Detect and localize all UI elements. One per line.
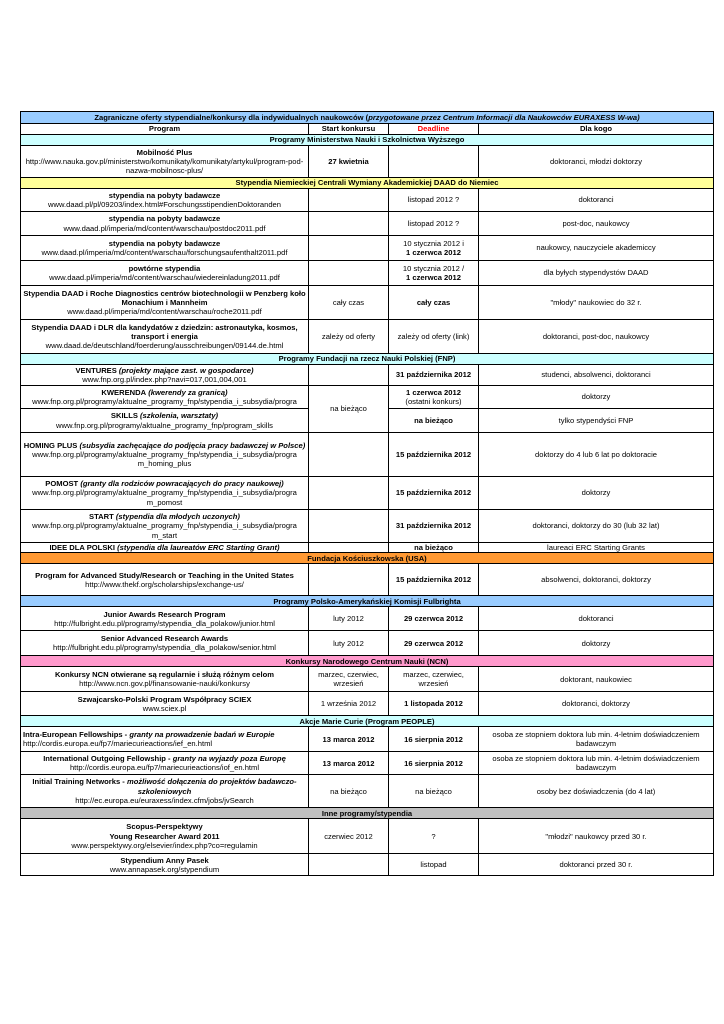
table-row: stypendia na pobyty badawcze www.daad.pl/imperia/md/content/warschau/forschungsaufenthalt2011.pdf 10 stycznia 2012 i 1 czerwca 2012 naukowcy, nauczyciele akademiccy — [21, 236, 714, 261]
program-link[interactable]: www.fnp.org.pl/programy/aktualne_programy_fnp/program_skills — [56, 420, 273, 430]
section-fnp: Programy Fundacji na rzecz Nauki Polskiej (FNP) — [21, 354, 714, 365]
table-row: Initial Training Networks - możliwość dołączenia do projektów badawczo-szkoleniowych http://ec.europa.eu/euraxess/index.cfm/jobs/jvSearch na bieżąco na bieżąco osoby bez doświadczenia (do 4 lat) — [21, 775, 714, 808]
program-link[interactable]: www.fnp.org.pl/programy/aktualne_programy_fnp/stypendia_i_subsydia/progra m_start — [32, 521, 297, 540]
table-row: Stypendia DAAD i DLR dla kandydatów z dziedzin: astronautyka, kosmos, transport i energia www.daad.de/deutschland/foerderung/ausschreibungen/09144.de.html zależy od oferty zależy od oferty (link) doktoranci, post-doc, naukowcy — [21, 320, 714, 354]
table-row: Stypendia DAAD i Roche Diagnostics centrów biotechnologii w Penzberg koło Monachium i Mannheim www.daad.pl/imperia/md/content/warschau/roche2011.pdf cały czas cały czas "młody" naukowiec do 32 r. — [21, 286, 714, 320]
table-row: Stypendium Anny Pasek www.annapasek.org/stypendium listopad doktoranci przed 30 r. — [21, 854, 714, 876]
table-row: IDEE DLA POLSKI (stypendia dla laureatów ERC Starting Grant) na bieżąco laureaci ERC Starting Grants — [21, 543, 714, 553]
program-link[interactable]: http://fulbright.edu.pl/programy/stypendia_dla_polakow/junior.html — [54, 618, 275, 628]
program-link[interactable]: http://www.thekf.org/scholarships/exchange-us/ — [85, 579, 244, 589]
program-link[interactable]: http://www.nauka.gov.pl/ministerstwo/komunikaty/komunikaty/artykul/program-pod-nazwa-mobilnosc-plus/ — [25, 156, 304, 176]
program-link[interactable]: http://cordis.europa.eu/fp7/mariecurieactions/iof_en.html — [69, 763, 260, 773]
table-title-row — [21, 112, 714, 124]
program-link[interactable]: http://fulbright.edu.pl/programy/stypendia_dla_polakow/senior.html — [53, 643, 276, 653]
program-link[interactable]: http://cordis.europa.eu/fp7/mariecurieactions/ief_en.html — [23, 739, 213, 749]
section-fulbright: Programy Polsko-Amerykańskiej Komisji Fulbrighta — [21, 596, 714, 607]
section-marie-curie: Akcje Marie Curie (Program PEOPLE) — [21, 716, 714, 727]
table-row: Program for Advanced Study/Research or Teaching in the United States http://www.thekf.org/scholarships/exchange-us/ 15 października 2012 absolwenci, doktoranci, doktorzy — [21, 564, 714, 596]
table-row: Mobilność Plus http://www.nauka.gov.pl/ministerstwo/komunikaty/komunikaty/artykul/program-pod-nazwa-mobilnosc-plus/ 27 kwietnia doktoranci, młodzi doktorzy — [21, 146, 714, 178]
table-row: stypendia na pobyty badawcze www.daad.pl/pl/09203/index.html#ForschungsstipendienDoktoranden listopad 2012 ? doktoranci — [21, 189, 714, 212]
header-for: Dla kogo — [479, 124, 714, 135]
program-link[interactable]: www.fnp.org.pl/programy/aktualne_programy_fnp/stypendia_i_subsydia/progra — [32, 397, 297, 406]
header-start: Start konkursu — [309, 124, 389, 135]
table-row: powtórne stypendia www.daad.pl/imperia/md/content/warschau/wiedereinladung2011.pdf 10 stycznia 2012 / 1 czerwca 2012 dla byłych stypendystów DAAD — [21, 261, 714, 286]
section-ministry: Programy Ministerstwa Nauki i Szkolnictwa Wyższego — [21, 135, 714, 146]
program-link[interactable]: http://www.ncn.gov.pl/finansowanie-nauki/konkursy — [79, 679, 250, 689]
table-row: Senior Advanced Research Awards http://fulbright.edu.pl/programy/stypendia_dla_polakow/senior.html luty 2012 29 czerwca 2012 doktorzy — [21, 631, 714, 656]
program-link[interactable]: www.daad.pl/imperia/md/content/warschau/roche2011.pdf — [67, 307, 262, 317]
table-row: START (stypendia dla młodych uczonych) www.fnp.org.pl/programy/aktualne_programy_fnp/stypendia_i_subsydia/progra m_start 31 października 2012 doktoranci, doktorzy do 30 (lub 32 lat) — [21, 510, 714, 543]
section-kosciuszko: Fundacja Kościuszkowska (USA) — [21, 553, 714, 564]
program-link[interactable]: www.daad.pl/imperia/md/content/warschau/postdoc2011.pdf — [63, 223, 266, 233]
table-row: VENTURES (projekty mające zast. w gospodarce) www.fnp.org.pl/index.php?navi=017,001,004,001 31 października 2012 studenci, absolwenci, doktoranci — [21, 365, 714, 386]
table-row: Scopus-Perspektywy Young Researcher Award 2011 www.perspektywy.org/elsevier/index.php?co=regulamin czerwiec 2012 ? "młodzi" naukowcy przed 30 r. — [21, 819, 714, 854]
program-link[interactable]: www.fnp.org.pl/programy/aktualne_programy_fnp/stypendia_i_subsydia/progra m_homing_plus — [32, 449, 297, 469]
scholarship-table — [20, 111, 714, 876]
section-daad: Stypendia Niemieckiej Centrali Wymiany Akademickiej DAAD do Niemiec — [21, 178, 714, 189]
program-link[interactable]: www.daad.pl/imperia/md/content/warschau/wiedereinladung2011.pdf — [49, 273, 280, 282]
program-link[interactable]: www.daad.pl/imperia/md/content/warschau/forschungsaufenthalt2011.pdf — [41, 248, 288, 257]
table-row: POMOST (granty dla rodziców powracających do pracy naukowej) www.fnp.org.pl/programy/aktualne_programy_fnp/stypendia_i_subsydia/progra m_pomost 15 października 2012 doktorzy — [21, 477, 714, 510]
program-link[interactable]: www.fnp.org.pl/index.php?navi=017,001,004,001 — [82, 375, 247, 384]
table-row: International Outgoing Fellowship - granty na wyjazdy poza Europę http://cordis.europa.eu/fp7/mariecurieactions/iof_en.html 13 marca 2012 16 sierpnia 2012 osoba ze stopniem doktora lub min. 4-letnim doświadczeniem badawczym — [21, 752, 714, 775]
program-link[interactable]: www.sciex.pl — [142, 703, 187, 713]
table-row: Intra-European Fellowships - granty na prowadzenie badań w Europie http://cordis.europa.eu/fp7/mariecurieactions/ief_en.html 13 marca 2012 16 sierpnia 2012 osoba ze stopniem doktora lub min. 4-letnim doświadczeniem badawczym — [21, 727, 714, 752]
program-link[interactable]: www.annapasek.org/stypendium — [109, 864, 220, 874]
table-row: stypendia na pobyty badawcze www.daad.pl/imperia/md/content/warschau/postdoc2011.pdf listopad 2012 ? post-doc, naukowcy — [21, 212, 714, 236]
table-row: KWERENDA (kwerendy za granicą) www.fnp.org.pl/programy/aktualne_programy_fnp/stypendia_i_subsydia/progra na bieżąco 1 czerwca 2012 (ostatni konkurs) doktorzy — [21, 386, 714, 409]
program-link[interactable]: http://ec.europa.eu/euraxess/index.cfm/jobs/jvSearch — [75, 795, 254, 805]
table-title: Zagraniczne oferty stypendialne/konkursy dla indywidualnych naukowców (przygotowane przez Centrum Informacji dla Naukowców EURAXESS W-wa) — [21, 112, 714, 124]
header-row — [21, 124, 714, 135]
program-link[interactable]: www.perspektywy.org/elsevier/index.php?co=regulamin — [71, 840, 258, 850]
table-row: HOMING PLUS (subsydia zachęcające do podjęcia pracy badawczej w Polsce) www.fnp.org.pl/programy/aktualne_programy_fnp/stypendia_i_subsydia/progra m_homing_plus 15 października 2012 doktorzy do 4 lub 6 lat po doktoracie — [21, 433, 714, 477]
table-row: Konkursy NCN otwierane są regularnie i służą różnym celom http://www.ncn.gov.pl/finansowanie-nauki/konkursy marzec, czerwiec, wrzesień marzec, czerwiec, wrzesień doktorant, naukowiec — [21, 667, 714, 692]
header-program: Program — [21, 124, 309, 135]
table-row: SKILLS (szkolenia, warsztaty) www.fnp.org.pl/programy/aktualne_programy_fnp/program_skills na bieżąco tylko stypendyści FNP — [21, 409, 714, 433]
section-other: Inne programy/stypendia — [21, 808, 714, 819]
table-row: Junior Awards Research Program http://fulbright.edu.pl/programy/stypendia_dla_polakow/junior.html luty 2012 29 czerwca 2012 doktoranci — [21, 607, 714, 631]
table-row: Szwajcarsko-Polski Program Współpracy SCIEX www.sciex.pl 1 września 2012 1 listopada 2012 doktoranci, doktorzy — [21, 692, 714, 716]
section-ncn: Konkursy Narodowego Centrum Nauki (NCN) — [21, 656, 714, 667]
program-link[interactable]: www.daad.de/deutschland/foerderung/ausschreibungen/09144.de.html — [45, 341, 284, 351]
program-link[interactable]: www.daad.pl/pl/09203/index.html#ForschungsstipendienDoktoranden — [47, 200, 282, 209]
header-deadline: Deadline — [389, 124, 479, 135]
program-link[interactable]: www.fnp.org.pl/programy/aktualne_programy_fnp/stypendia_i_subsydia/progra m_pomost — [32, 488, 297, 507]
